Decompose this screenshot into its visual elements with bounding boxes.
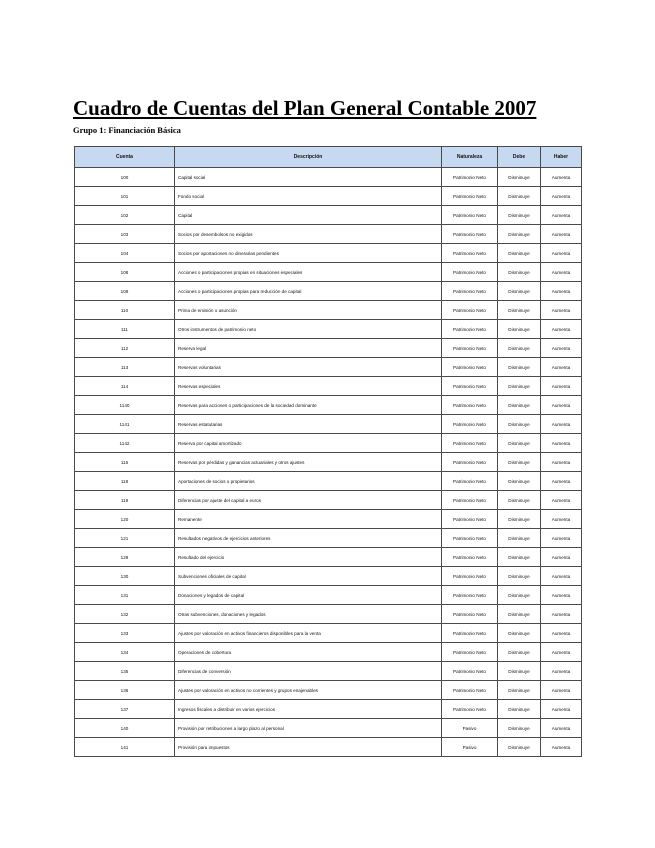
cell-haber: Aumenta [541, 643, 582, 662]
cell-haber: Aumenta [541, 225, 582, 244]
table-row [75, 510, 582, 529]
table-row [75, 301, 582, 320]
cell-naturaleza: Patrimonio Neto [442, 643, 498, 662]
cell-descripcion: Reservas para acciones o participaciones de la sociedad dominante [175, 396, 442, 415]
cell-descripcion: Reservas estatutarias [175, 415, 442, 434]
cell-cuenta: 1141 [75, 415, 175, 434]
cell-haber: Aumenta [541, 567, 582, 586]
cell-cuenta: 129 [75, 548, 175, 567]
cell-debe: Disminuye [498, 719, 541, 738]
cell-haber: Aumenta [541, 510, 582, 529]
table-row [75, 434, 582, 453]
cell-descripcion: Reservas especiales [175, 377, 442, 396]
cell-cuenta: 141 [75, 738, 175, 757]
cell-naturaleza: Patrimonio Neto [442, 548, 498, 567]
cell-descripcion: Reserva legal [175, 339, 442, 358]
cell-naturaleza: Patrimonio Neto [442, 415, 498, 434]
cell-haber: Aumenta [541, 187, 582, 206]
cell-debe: Disminuye [498, 738, 541, 757]
cell-haber: Aumenta [541, 320, 582, 339]
cell-cuenta: 134 [75, 643, 175, 662]
cell-haber: Aumenta [541, 624, 582, 643]
table-row [75, 320, 582, 339]
cell-debe: Disminuye [498, 605, 541, 624]
cell-naturaleza: Patrimonio Neto [442, 187, 498, 206]
cell-naturaleza: Patrimonio Neto [442, 472, 498, 491]
cell-descripcion: Subvenciones oficiales de capital [175, 567, 442, 586]
cell-cuenta: 109 [75, 282, 175, 301]
table-row [75, 605, 582, 624]
cell-debe: Disminuye [498, 396, 541, 415]
cell-descripcion: Donaciones y legados de capital [175, 586, 442, 605]
cell-descripcion: Socios por aportaciones no dinerarias pendientes [175, 244, 442, 263]
cell-cuenta: 119 [75, 491, 175, 510]
cell-descripcion: Otros instrumentos de patrimonio neto [175, 320, 442, 339]
cell-descripcion: Remanente [175, 510, 442, 529]
table-body [75, 168, 582, 757]
cell-debe: Disminuye [498, 320, 541, 339]
cell-haber: Aumenta [541, 738, 582, 757]
cell-debe: Disminuye [498, 510, 541, 529]
cell-haber: Aumenta [541, 377, 582, 396]
table-header [75, 147, 582, 168]
cell-descripcion: Otras subvenciones, donaciones y legados [175, 605, 442, 624]
cell-descripcion: Reservas por pérdidas y ganancias actuariales y otros ajustes [175, 453, 442, 472]
cell-naturaleza: Patrimonio Neto [442, 225, 498, 244]
cell-naturaleza: Patrimonio Neto [442, 244, 498, 263]
cell-haber: Aumenta [541, 529, 582, 548]
cell-debe: Disminuye [498, 168, 541, 187]
cell-debe: Disminuye [498, 301, 541, 320]
table-row [75, 700, 582, 719]
cell-haber: Aumenta [541, 415, 582, 434]
cell-cuenta: 140 [75, 719, 175, 738]
cell-cuenta: 130 [75, 567, 175, 586]
cell-haber: Aumenta [541, 244, 582, 263]
cell-naturaleza: Patrimonio Neto [442, 168, 498, 187]
cell-cuenta: 112 [75, 339, 175, 358]
cell-cuenta: 113 [75, 358, 175, 377]
header-cuenta: Cuenta [75, 147, 175, 168]
cell-cuenta: 118 [75, 472, 175, 491]
cell-naturaleza: Patrimonio Neto [442, 339, 498, 358]
table-row [75, 358, 582, 377]
table-row [75, 282, 582, 301]
table-row [75, 453, 582, 472]
cell-naturaleza: Pasivo [442, 738, 498, 757]
cell-haber: Aumenta [541, 681, 582, 700]
cell-naturaleza: Patrimonio Neto [442, 206, 498, 225]
table-row [75, 263, 582, 282]
header-haber: Haber [541, 147, 582, 168]
cell-debe: Disminuye [498, 339, 541, 358]
cell-cuenta: 114 [75, 377, 175, 396]
cell-descripcion: Acciones o participaciones propias para reducción de capital [175, 282, 442, 301]
cell-debe: Disminuye [498, 681, 541, 700]
cell-haber: Aumenta [541, 263, 582, 282]
cell-descripcion: Provisión para impuestos [175, 738, 442, 757]
header-descripcion: Descripción [175, 147, 442, 168]
cell-naturaleza: Patrimonio Neto [442, 263, 498, 282]
cell-descripcion: Ingresos fiscales a distribuir en varios ejercicios [175, 700, 442, 719]
cell-cuenta: 131 [75, 586, 175, 605]
cell-debe: Disminuye [498, 206, 541, 225]
cell-naturaleza: Patrimonio Neto [442, 529, 498, 548]
cell-cuenta: 1140 [75, 396, 175, 415]
cell-naturaleza: Patrimonio Neto [442, 453, 498, 472]
cell-descripcion: Diferencias por ajuste del capital a euros [175, 491, 442, 510]
cell-descripcion: Operaciones de cobertura [175, 643, 442, 662]
cell-cuenta: 1142 [75, 434, 175, 453]
cell-descripcion: Resultado del ejercicio [175, 548, 442, 567]
cell-debe: Disminuye [498, 700, 541, 719]
cell-cuenta: 132 [75, 605, 175, 624]
cell-naturaleza: Patrimonio Neto [442, 377, 498, 396]
cell-cuenta: 101 [75, 187, 175, 206]
cell-cuenta: 111 [75, 320, 175, 339]
header-debe: Debe [498, 147, 541, 168]
cell-haber: Aumenta [541, 206, 582, 225]
table-row [75, 567, 582, 586]
cell-descripcion: Socios por desembolsos no exigidos [175, 225, 442, 244]
cell-haber: Aumenta [541, 719, 582, 738]
table-row [75, 529, 582, 548]
cell-haber: Aumenta [541, 339, 582, 358]
cell-debe: Disminuye [498, 187, 541, 206]
cell-haber: Aumenta [541, 301, 582, 320]
cell-cuenta: 135 [75, 662, 175, 681]
cell-cuenta: 104 [75, 244, 175, 263]
cell-debe: Disminuye [498, 643, 541, 662]
cell-haber: Aumenta [541, 548, 582, 567]
table-row [75, 206, 582, 225]
table-row [75, 643, 582, 662]
cell-haber: Aumenta [541, 453, 582, 472]
cell-naturaleza: Patrimonio Neto [442, 510, 498, 529]
cell-descripcion: Capital [175, 206, 442, 225]
cell-descripcion: Ajustes por valoración en activos no corrientes y grupos enajenables [175, 681, 442, 700]
cell-cuenta: 100 [75, 168, 175, 187]
cell-debe: Disminuye [498, 548, 541, 567]
cell-descripcion: Ajustes por valoración en activos financieros disponibles para la venta [175, 624, 442, 643]
cell-descripcion: Fondo social [175, 187, 442, 206]
cell-haber: Aumenta [541, 662, 582, 681]
cell-descripcion: Resultados negativos de ejercicios anteriores [175, 529, 442, 548]
cell-haber: Aumenta [541, 491, 582, 510]
cell-naturaleza: Patrimonio Neto [442, 282, 498, 301]
cell-debe: Disminuye [498, 453, 541, 472]
cell-naturaleza: Patrimonio Neto [442, 434, 498, 453]
cell-debe: Disminuye [498, 624, 541, 643]
cell-cuenta: 137 [75, 700, 175, 719]
cell-cuenta: 110 [75, 301, 175, 320]
table-row [75, 719, 582, 738]
accounts-table [74, 146, 582, 757]
table-row [75, 377, 582, 396]
cell-cuenta: 103 [75, 225, 175, 244]
cell-naturaleza: Patrimonio Neto [442, 586, 498, 605]
cell-descripcion: Reserva por capital amortizado [175, 434, 442, 453]
cell-descripcion: Reservas voluntarias [175, 358, 442, 377]
cell-haber: Aumenta [541, 605, 582, 624]
page-title: Cuadro de Cuentas del Plan General Contable 2007 [73, 96, 537, 121]
cell-cuenta: 133 [75, 624, 175, 643]
cell-haber: Aumenta [541, 700, 582, 719]
cell-descripcion: Acciones o participaciones propias en situaciones especiales [175, 263, 442, 282]
table-row [75, 586, 582, 605]
cell-debe: Disminuye [498, 377, 541, 396]
cell-naturaleza: Patrimonio Neto [442, 662, 498, 681]
cell-debe: Disminuye [498, 529, 541, 548]
cell-naturaleza: Pasivo [442, 719, 498, 738]
cell-naturaleza: Patrimonio Neto [442, 681, 498, 700]
cell-descripcion: Provisión por retribuciones a largo plazo al personal [175, 719, 442, 738]
cell-naturaleza: Patrimonio Neto [442, 605, 498, 624]
cell-naturaleza: Patrimonio Neto [442, 567, 498, 586]
cell-descripcion: Aportaciones de socios o propietarios [175, 472, 442, 491]
cell-naturaleza: Patrimonio Neto [442, 358, 498, 377]
cell-haber: Aumenta [541, 396, 582, 415]
cell-debe: Disminuye [498, 472, 541, 491]
cell-descripcion: Diferencias de conversión [175, 662, 442, 681]
cell-cuenta: 121 [75, 529, 175, 548]
cell-debe: Disminuye [498, 662, 541, 681]
cell-cuenta: 115 [75, 453, 175, 472]
table-row [75, 415, 582, 434]
cell-debe: Disminuye [498, 567, 541, 586]
cell-debe: Disminuye [498, 491, 541, 510]
table-row [75, 548, 582, 567]
cell-haber: Aumenta [541, 472, 582, 491]
header-row [75, 147, 582, 168]
cell-haber: Aumenta [541, 434, 582, 453]
cell-debe: Disminuye [498, 434, 541, 453]
cell-cuenta: 108 [75, 263, 175, 282]
cell-debe: Disminuye [498, 282, 541, 301]
cell-debe: Disminuye [498, 263, 541, 282]
cell-naturaleza: Patrimonio Neto [442, 700, 498, 719]
cell-debe: Disminuye [498, 225, 541, 244]
cell-debe: Disminuye [498, 244, 541, 263]
group-title: Grupo 1: Financiación Básica [73, 125, 181, 135]
table-row [75, 225, 582, 244]
cell-cuenta: 136 [75, 681, 175, 700]
cell-haber: Aumenta [541, 586, 582, 605]
table-row [75, 472, 582, 491]
cell-haber: Aumenta [541, 168, 582, 187]
cell-naturaleza: Patrimonio Neto [442, 301, 498, 320]
cell-naturaleza: Patrimonio Neto [442, 491, 498, 510]
table-row [75, 339, 582, 358]
table-row [75, 491, 582, 510]
cell-naturaleza: Patrimonio Neto [442, 624, 498, 643]
table-row [75, 168, 582, 187]
table-row [75, 681, 582, 700]
cell-cuenta: 102 [75, 206, 175, 225]
header-naturaleza: Naturaleza [442, 147, 498, 168]
cell-descripcion: Prima de emisión o asunción [175, 301, 442, 320]
table-row [75, 662, 582, 681]
cell-naturaleza: Patrimonio Neto [442, 320, 498, 339]
cell-debe: Disminuye [498, 415, 541, 434]
cell-descripcion: Capital social [175, 168, 442, 187]
table-row [75, 244, 582, 263]
table-row [75, 187, 582, 206]
cell-haber: Aumenta [541, 358, 582, 377]
cell-haber: Aumenta [541, 282, 582, 301]
cell-debe: Disminuye [498, 586, 541, 605]
table-row [75, 624, 582, 643]
table-row [75, 738, 582, 757]
cell-cuenta: 120 [75, 510, 175, 529]
cell-naturaleza: Patrimonio Neto [442, 396, 498, 415]
table-row [75, 396, 582, 415]
cell-debe: Disminuye [498, 358, 541, 377]
